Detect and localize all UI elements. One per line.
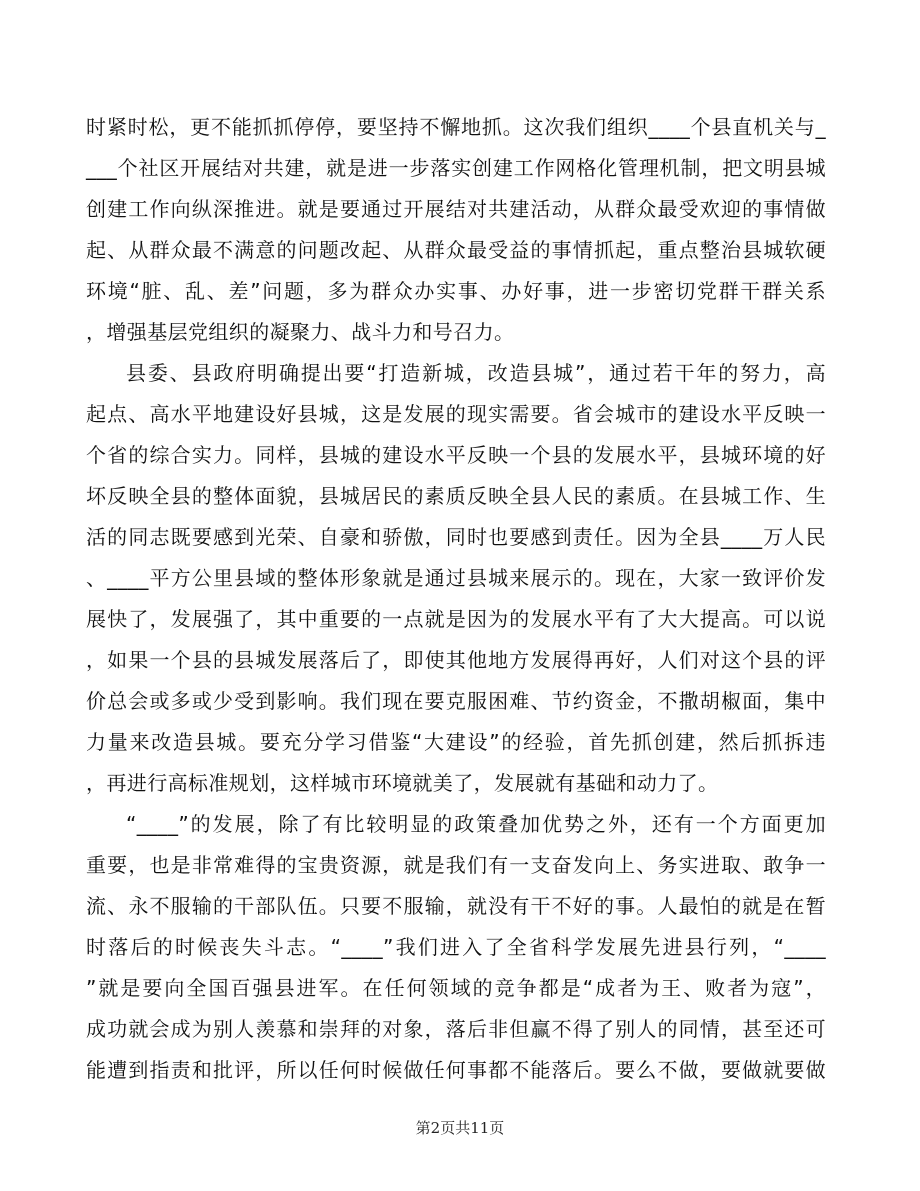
text-line: 展快了，发展强了，其中重要的一点就是因为的发展水平有了大大提高。可以说	[86, 607, 826, 631]
text-line: ，再进行高标准规划，这样城市环境就美了，发展就有基础和动力了。	[86, 771, 719, 795]
text-line: 成功就会成为别人羡慕和崇拜的对象，落后非但赢不得了别人的同情，甚至还可	[86, 1017, 826, 1041]
body-text	[86, 107, 826, 1091]
text-line: 、____平方公里县域的整体形象就是通过县城来展示的。现在，大家一致评价发	[86, 566, 826, 590]
text-line: 力量来改造县城。要充分学习借鉴“大建设”的经验，首先抓创建，然后抓拆违	[86, 730, 826, 754]
text-line: 重要，也是非常难得的宝贵资源，就是我们有一支奋发向上、务实进取、敢争一	[86, 853, 826, 877]
text-line: 时紧时松，更不能抓抓停停，要坚持不懈地抓。这次我们组织____个县直机关与_	[86, 115, 826, 139]
text-line: 流、永不服输的干部队伍。只要不服输，就没有干不好的事。人最怕的就是在暂	[86, 894, 826, 918]
text-line: 能遭到指责和批评，所以任何时候做任何事都不能落后。要么不做，要做就要做	[86, 1058, 826, 1082]
page-number: 第2页共11页	[415, 1119, 505, 1137]
text-line: ，如果一个县的县城发展落后了，即使其他地方发展得再好，人们对这个县的评	[86, 648, 826, 672]
text-line: 坏反映全县的整体面貌，县城居民的素质反映全县人民的素质。在县城工作、生	[86, 484, 826, 508]
text-line: ”就是要向全国百强县进军。在任何领域的竞争都是“成者为王、败者为寇”，	[86, 976, 826, 1000]
text-line: 创建工作向纵深推进。就是要通过开展结对共建活动，从群众最受欢迎的事情做	[86, 197, 826, 221]
text-line: 活的同志既要感到光荣、自豪和骄傲，同时也要感到责任。因为全县____万人民	[86, 525, 826, 549]
text-line: 环境“脏、乱、差”问题，多为群众办实事、办好事，进一步密切党群干群关系	[86, 279, 826, 303]
text-line: “____”的发展，除了有比较明显的政策叠加优势之外，还有一个方面更加	[126, 812, 826, 836]
text-line: 时落后的时候丧失斗志。“____”我们进入了全省科学发展先进县行列，“____	[86, 935, 826, 959]
text-line: 起点、高水平地建设好县城，这是发展的现实需要。省会城市的建设水平反映一	[86, 402, 826, 426]
text-line: ___个社区开展结对共建，就是进一步落实创建工作网格化管理机制，把文明县城	[86, 156, 826, 180]
text-line: 县委、县政府明确提出要“打造新城，改造县城”，通过若干年的努力，高	[126, 361, 826, 385]
text-line: 起、从群众最不满意的问题改起、从群众最受益的事情抓起，重点整治县城软硬	[86, 238, 826, 262]
text-line: ，增强基层党组织的凝聚力、战斗力和号召力。	[86, 320, 515, 344]
text-line: 个省的综合实力。同样，县城的建设水平反映一个县的发展水平，县城环境的好	[86, 443, 826, 467]
text-line: 价总会或多或少受到影响。我们现在要克服困难、节约资金，不撒胡椒面，集中	[86, 689, 826, 713]
